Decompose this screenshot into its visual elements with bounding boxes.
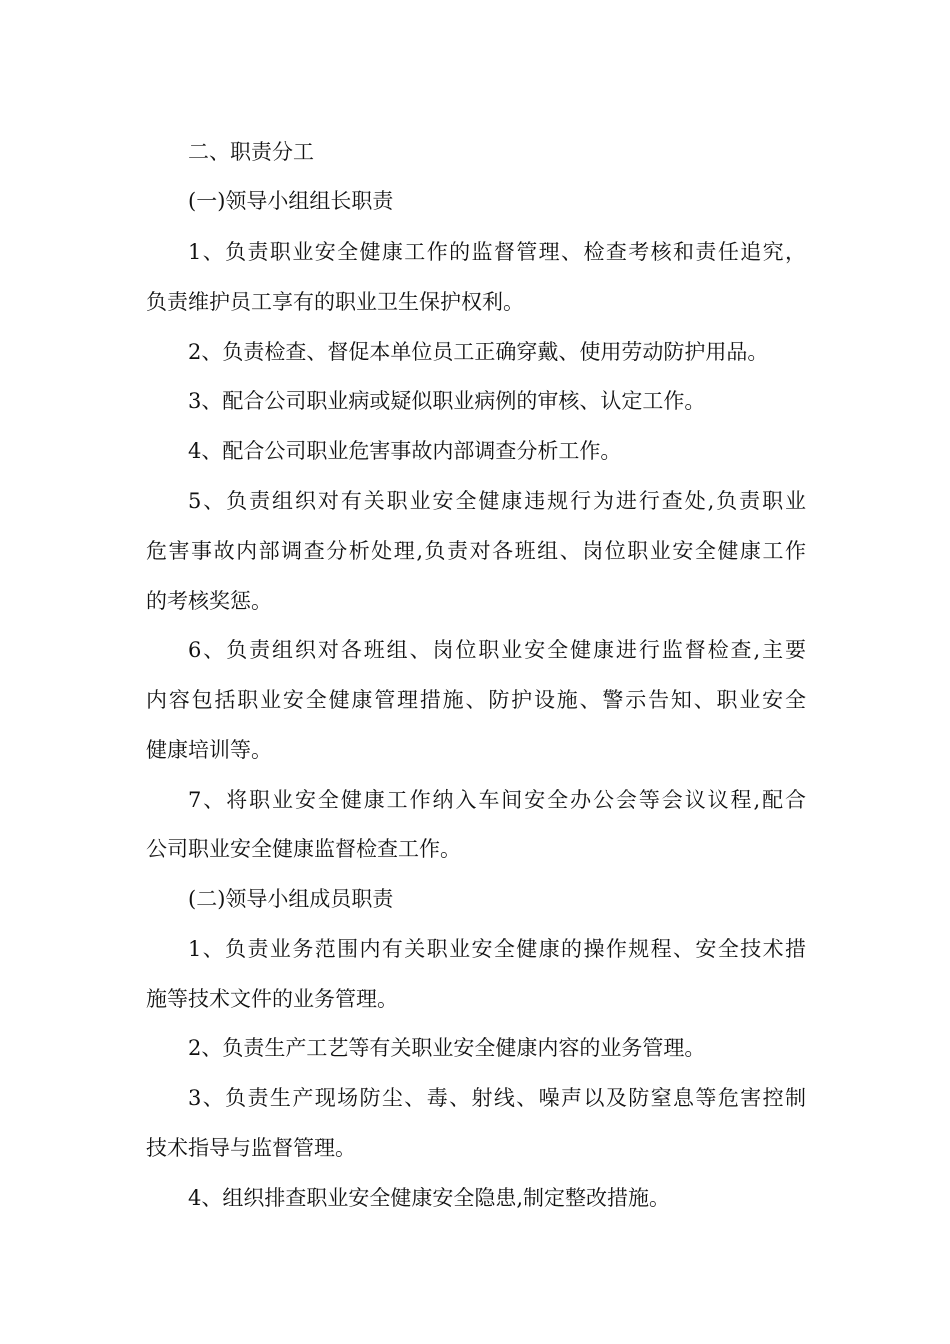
subsection-heading: (一)领导小组组长职责 — [188, 189, 394, 213]
paragraph-line: 4、配合公司职业危害事故内部调查分析工作。 — [188, 439, 622, 463]
paragraph-line: 负责维护员工享有的职业卫生保护权利。 — [146, 290, 524, 314]
section-heading: 二、职责分工 — [188, 140, 314, 164]
paragraph-line: 内容包括职业安全健康管理措施、防护设施、警示告知、职业安全 — [146, 688, 806, 712]
paragraph-line: 6、负责组织对各班组、岗位职业安全健康进行监督检查,主要 — [188, 638, 806, 662]
paragraph-line: 3、负责生产现场防尘、毒、射线、噪声以及防窒息等危害控制 — [188, 1086, 806, 1110]
paragraph-line: 公司职业安全健康监督检查工作。 — [146, 837, 461, 861]
paragraph-line: 危害事故内部调查分析处理,负责对各班组、岗位职业安全健康工作 — [146, 539, 806, 563]
paragraph-line: 1、负责职业安全健康工作的监督管理、检查考核和责任追究， — [188, 240, 806, 264]
paragraph-line: 施等技术文件的业务管理。 — [146, 987, 398, 1011]
paragraph-line: 1、负责业务范围内有关职业安全健康的操作规程、安全技术措 — [188, 937, 806, 961]
paragraph-line: 2、负责检查、督促本单位员工正确穿戴、使用劳动防护用品。 — [188, 340, 769, 364]
paragraph-line: 2、负责生产工艺等有关职业安全健康内容的业务管理。 — [188, 1036, 706, 1060]
paragraph-line: 7、将职业安全健康工作纳入车间安全办公会等会议议程,配合 — [188, 788, 806, 812]
paragraph-line: 5、负责组织对有关职业安全健康违规行为进行查处,负责职业 — [188, 489, 806, 513]
paragraph-line: 的考核奖惩。 — [146, 589, 272, 613]
paragraph-line: 4、组织排查职业安全健康安全隐患,制定整改措施。 — [188, 1186, 671, 1210]
paragraph-line: 技术指导与监督管理。 — [146, 1136, 356, 1160]
subsection-heading: (二)领导小组成员职责 — [188, 887, 394, 911]
paragraph-line: 健康培训等。 — [146, 738, 272, 762]
paragraph-line: 3、配合公司职业病或疑似职业病例的审核、认定工作。 — [188, 389, 706, 413]
